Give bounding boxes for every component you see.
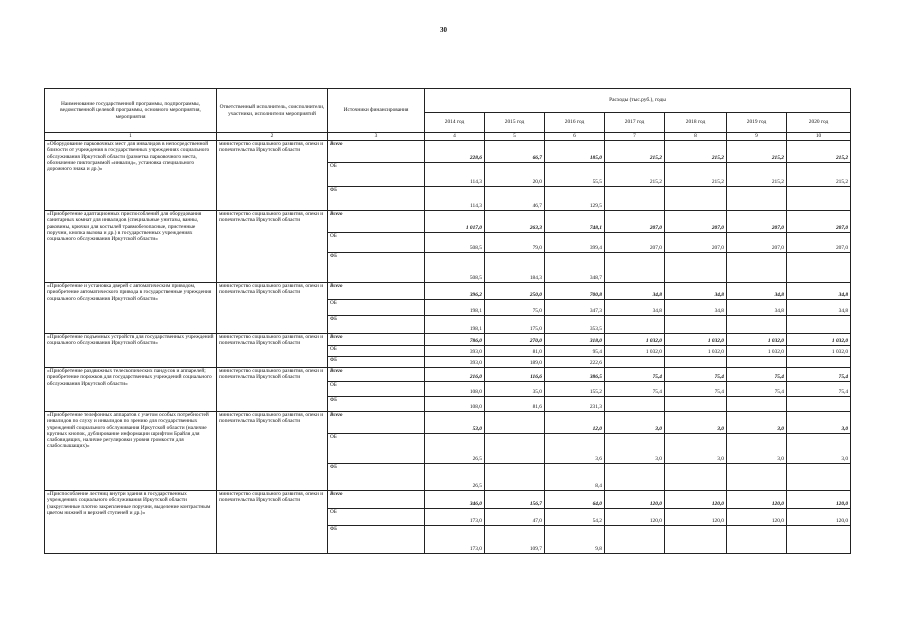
expense-value: 215,2	[727, 163, 787, 187]
header-program-name: Наименование государственной программы, подпрограммы, ведомственной целевой программы, основного мероприятия, мероприятия	[45, 89, 217, 133]
expense-value: 46,7	[485, 187, 545, 211]
expense-value: 1 032,0	[727, 334, 787, 346]
expense-value: 47,0	[485, 509, 545, 526]
expense-value: 184,3	[485, 253, 545, 283]
expense-value: 215,2	[665, 141, 727, 163]
funding-source: ФБ	[328, 357, 425, 368]
expense-value: 198,1	[425, 316, 485, 334]
expense-value: 207,0	[787, 233, 851, 253]
activity-description: «Оборудование парковочных мест для инвалидов в непосредственной близости от учреждения в государственных учреждениях социального обслуживания Иркутской области (разметка парковочного места, обозначение пиктограммой «инвалид», установка специального дорожного знака и др.)»	[45, 141, 217, 211]
executor: министерство социального развития, опеки и попечительства Иркутской области	[217, 368, 328, 412]
funding-source: ОБ	[328, 163, 425, 187]
expense-value	[605, 357, 665, 368]
funding-source: ФБ	[328, 397, 425, 412]
expense-value: 393,0	[425, 357, 485, 368]
column-number-row	[45, 133, 851, 141]
expense-value: 34,8	[727, 283, 787, 300]
expense-value: 75,4	[665, 382, 727, 397]
expense-value: 508,5	[425, 253, 485, 283]
expense-value: 108,0	[425, 397, 485, 412]
expense-value: 231,3	[545, 397, 605, 412]
table-row	[45, 412, 851, 434]
expense-value: 81,0	[485, 346, 545, 357]
expense-value: 20,0	[485, 163, 545, 187]
expense-value: 9,8	[545, 526, 605, 554]
expense-value: 215,2	[665, 163, 727, 187]
expense-value: 263,3	[485, 211, 545, 233]
expense-value: 786,0	[425, 334, 485, 346]
executor: министерство социального развития, опеки и попечительства Иркутской области	[217, 412, 328, 491]
expense-value: 3,0	[727, 412, 787, 434]
expense-value: 228,6	[425, 141, 485, 163]
expense-value	[727, 526, 787, 554]
expense-value: 353,5	[545, 316, 605, 334]
expense-value: 215,2	[787, 163, 851, 187]
expense-value: 3,0	[727, 434, 787, 464]
expense-value: 207,0	[665, 233, 727, 253]
expense-value: 250,0	[485, 283, 545, 300]
executor: министерство социального развития, опеки и попечительства Иркутской области	[217, 334, 328, 368]
expense-value: 3,0	[787, 434, 851, 464]
expense-value: 185,0	[545, 141, 605, 163]
column-number: 6	[545, 133, 605, 141]
expense-value	[787, 357, 851, 368]
expense-value	[605, 526, 665, 554]
funding-source: ФБ	[328, 316, 425, 334]
activity-description: «Приобретение адаптационных приспособлений для оборудования санитарных комнат для инвалидов (специальные унитазы, ванны, раковины, крючки для костылей травмобезопасные, пристенные поручни, кнопка вызова и др.) в государственных учреждениях социального обслуживания Иркутской области»	[45, 211, 217, 283]
header-year: 2020 год	[787, 113, 851, 133]
expense-value	[787, 526, 851, 554]
expense-value: 508,5	[425, 233, 485, 253]
expense-value: 75,4	[727, 382, 787, 397]
column-number: 9	[727, 133, 787, 141]
expense-value: 95,4	[545, 346, 605, 357]
expense-value	[605, 187, 665, 211]
expense-value: 35,0	[485, 382, 545, 397]
header-year: 2016 год	[545, 113, 605, 133]
funding-source: Всего	[328, 412, 425, 434]
expense-value: 120,0	[787, 491, 851, 509]
funding-source: ОБ	[328, 434, 425, 464]
expense-value: 748,1	[545, 211, 605, 233]
funding-source: Всего	[328, 283, 425, 300]
table-row	[45, 141, 851, 163]
expense-value: 396,2	[425, 283, 485, 300]
column-number: 3	[328, 133, 425, 141]
expense-value: 318,0	[545, 334, 605, 346]
expense-value: 1 032,0	[605, 346, 665, 357]
expense-value	[665, 526, 727, 554]
funding-source: ОБ	[328, 233, 425, 253]
expense-value: 1 032,0	[665, 334, 727, 346]
expense-value: 34,8	[665, 300, 727, 316]
expense-value: 1 032,0	[605, 334, 665, 346]
expense-value: 120,0	[665, 491, 727, 509]
expense-value: 3,6	[545, 434, 605, 464]
column-number: 1	[45, 133, 217, 141]
expense-value: 1 032,0	[787, 346, 851, 357]
expense-value: 156,7	[485, 491, 545, 509]
expense-value: 3,0	[605, 434, 665, 464]
header-year: 2015 год	[485, 113, 545, 133]
expense-value	[605, 464, 665, 491]
column-number: 5	[485, 133, 545, 141]
expense-value: 173,0	[425, 509, 485, 526]
expenditure-table	[44, 88, 851, 554]
expense-value: 75,4	[665, 368, 727, 382]
expense-value: 34,8	[727, 300, 787, 316]
expense-value	[665, 397, 727, 412]
funding-source: Всего	[328, 211, 425, 233]
expense-value: 64,0	[545, 491, 605, 509]
expense-value: 198,1	[425, 300, 485, 316]
expense-value: 3,0	[787, 412, 851, 434]
expense-value: 75,4	[787, 368, 851, 382]
expense-value: 26,5	[425, 464, 485, 491]
executor: министерство социального развития, опеки и попечительства Иркутской области	[217, 141, 328, 211]
funding-source: ОБ	[328, 382, 425, 397]
page-number: 30	[440, 26, 447, 34]
column-number: 7	[605, 133, 665, 141]
table-row	[45, 334, 851, 346]
expense-value	[665, 316, 727, 334]
funding-source: ОБ	[328, 300, 425, 316]
expense-value	[727, 316, 787, 334]
expense-value	[787, 253, 851, 283]
expense-value: 3,0	[605, 412, 665, 434]
header-year: 2018 год	[665, 113, 727, 133]
expense-value: 189,0	[485, 357, 545, 368]
expense-value	[787, 316, 851, 334]
expense-value: 26,5	[425, 434, 485, 464]
expense-value: 1 032,0	[665, 346, 727, 357]
expense-value	[605, 316, 665, 334]
expense-value: 34,8	[605, 300, 665, 316]
expense-value	[787, 397, 851, 412]
header-year: 2019 год	[727, 113, 787, 133]
funding-source: ФБ	[328, 253, 425, 283]
expense-value: 114,3	[425, 163, 485, 187]
expense-value	[727, 187, 787, 211]
expense-value: 120,0	[605, 509, 665, 526]
header-year: 2014 год	[425, 113, 485, 133]
expense-value: 114,3	[425, 187, 485, 211]
expense-value	[727, 464, 787, 491]
expense-value: 348,7	[545, 253, 605, 283]
expense-value: 215,2	[605, 141, 665, 163]
expense-value: 129,5	[545, 187, 605, 211]
activity-description: «Приспособление лестниц внутри здания в государственных учреждениях социального обслуживания Иркутской области (закругленные плотно закрепленные поручни, выделение контрастным цветом нижней и верхней ступеней и др.)»	[45, 491, 217, 554]
expense-value: 216,0	[425, 368, 485, 382]
expense-value: 54,2	[545, 509, 605, 526]
expense-value: 66,7	[485, 141, 545, 163]
expense-value: 346,0	[425, 491, 485, 509]
expense-value	[727, 253, 787, 283]
column-number: 10	[787, 133, 851, 141]
expense-value	[727, 357, 787, 368]
expense-value	[665, 464, 727, 491]
expense-value: 75,0	[485, 300, 545, 316]
expense-value: 222,6	[545, 357, 605, 368]
expense-value: 116,6	[485, 368, 545, 382]
expense-value: 215,2	[727, 141, 787, 163]
table-row	[45, 368, 851, 382]
expense-value: 55,5	[545, 163, 605, 187]
expense-value: 34,8	[605, 283, 665, 300]
expense-value: 120,0	[605, 491, 665, 509]
expense-value: 120,0	[665, 509, 727, 526]
funding-source: ОБ	[328, 509, 425, 526]
header-year: 2017 год	[605, 113, 665, 133]
funding-source: Всего	[328, 491, 425, 509]
expense-value: 347,3	[545, 300, 605, 316]
expense-value: 120,0	[727, 509, 787, 526]
funding-source: Всего	[328, 334, 425, 346]
funding-source: ФБ	[328, 526, 425, 554]
expense-value: 207,0	[787, 211, 851, 233]
executor: министерство социального развития, опеки и попечительства Иркутской области	[217, 211, 328, 283]
expense-value	[485, 434, 545, 464]
expense-value: 81,6	[485, 397, 545, 412]
expense-value	[665, 253, 727, 283]
expense-value: 173,0	[425, 526, 485, 554]
expense-value: 207,0	[605, 233, 665, 253]
activity-description: «Приобретение раздвижных телескопических пандусов и аппарелей; приобретение порожков для государственных учреждений социального обслуживания Иркутской области»	[45, 368, 217, 412]
expense-value: 386,5	[545, 368, 605, 382]
expense-value: 155,2	[545, 382, 605, 397]
expense-value: 270,0	[485, 334, 545, 346]
expense-value: 399,4	[545, 233, 605, 253]
expense-value: 75,4	[727, 368, 787, 382]
expense-value: 34,8	[787, 283, 851, 300]
expense-value	[727, 397, 787, 412]
expense-value: 120,0	[727, 491, 787, 509]
expense-value: 75,4	[787, 382, 851, 397]
executor: министерство социального развития, опеки и попечительства Иркутской области	[217, 283, 328, 334]
funding-source: ФБ	[328, 187, 425, 211]
activity-description: «Приобретение и установка дверей с автоматическим приводом, приобретение автоматического привода в государственные учреждения социального обслуживания Иркутской области»	[45, 283, 217, 334]
executor: министерство социального развития, опеки и попечительства Иркутской области	[217, 491, 328, 554]
expense-value: 700,8	[545, 283, 605, 300]
expense-value	[605, 397, 665, 412]
header-executor: Ответственный исполнитель, соисполнители, участники, исполнители мероприятий	[217, 89, 328, 133]
header-funding-source: Источники финансирования	[328, 89, 425, 133]
expense-value: 8,4	[545, 464, 605, 491]
expense-value: 3,0	[665, 412, 727, 434]
expense-value: 215,2	[787, 141, 851, 163]
expense-value: 75,4	[605, 382, 665, 397]
expense-value: 207,0	[727, 233, 787, 253]
table-row	[45, 283, 851, 300]
expense-value: 34,8	[787, 300, 851, 316]
column-number: 2	[217, 133, 328, 141]
expense-value: 108,0	[425, 382, 485, 397]
expense-value: 53,0	[425, 412, 485, 434]
expense-value: 215,2	[605, 163, 665, 187]
funding-source: ФБ	[328, 464, 425, 491]
expense-value: 120,0	[787, 509, 851, 526]
expense-value: 79,0	[485, 233, 545, 253]
expense-value: 1 032,0	[727, 346, 787, 357]
expense-value: 75,4	[605, 368, 665, 382]
expense-value: 34,8	[665, 283, 727, 300]
expense-value: 207,0	[605, 211, 665, 233]
activity-description: «Приобретение подъемных устройств для государственных учреждений социального обслуживания Иркутской области»	[45, 334, 217, 368]
expense-value: 393,0	[425, 346, 485, 357]
funding-source: ОБ	[328, 346, 425, 357]
column-number: 8	[665, 133, 727, 141]
expense-value: 175,0	[485, 316, 545, 334]
expense-value	[605, 253, 665, 283]
expense-value: 207,0	[665, 211, 727, 233]
activity-description: «Приобретение телефонных аппаратов с учетом особых потребностей инвалидов по слуху и инвалидов по зрению для государственных учреждений социального обслуживания Иркутской области (наличие крупных кнопок, дублирование информации шрифтом Брайля для слабовидящих, наличие регулировки уровня громкости для слабослышащих)»	[45, 412, 217, 491]
funding-source: Всего	[328, 141, 425, 163]
expense-value	[485, 464, 545, 491]
expense-value: 109,7	[485, 526, 545, 554]
expense-value: 3,0	[665, 434, 727, 464]
expense-value: 1 032,0	[787, 334, 851, 346]
column-number: 4	[425, 133, 485, 141]
expense-value: 12,0	[545, 412, 605, 434]
expense-value	[485, 412, 545, 434]
expense-value: 1 017,0	[425, 211, 485, 233]
expense-value	[665, 357, 727, 368]
expense-value	[787, 187, 851, 211]
expense-value	[787, 464, 851, 491]
header-expenses: Расходы (тыс.руб.), годы	[425, 89, 851, 113]
funding-source: Всего	[328, 368, 425, 382]
table-row	[45, 491, 851, 509]
expense-value: 207,0	[727, 211, 787, 233]
expense-value	[665, 187, 727, 211]
table-row	[45, 211, 851, 233]
